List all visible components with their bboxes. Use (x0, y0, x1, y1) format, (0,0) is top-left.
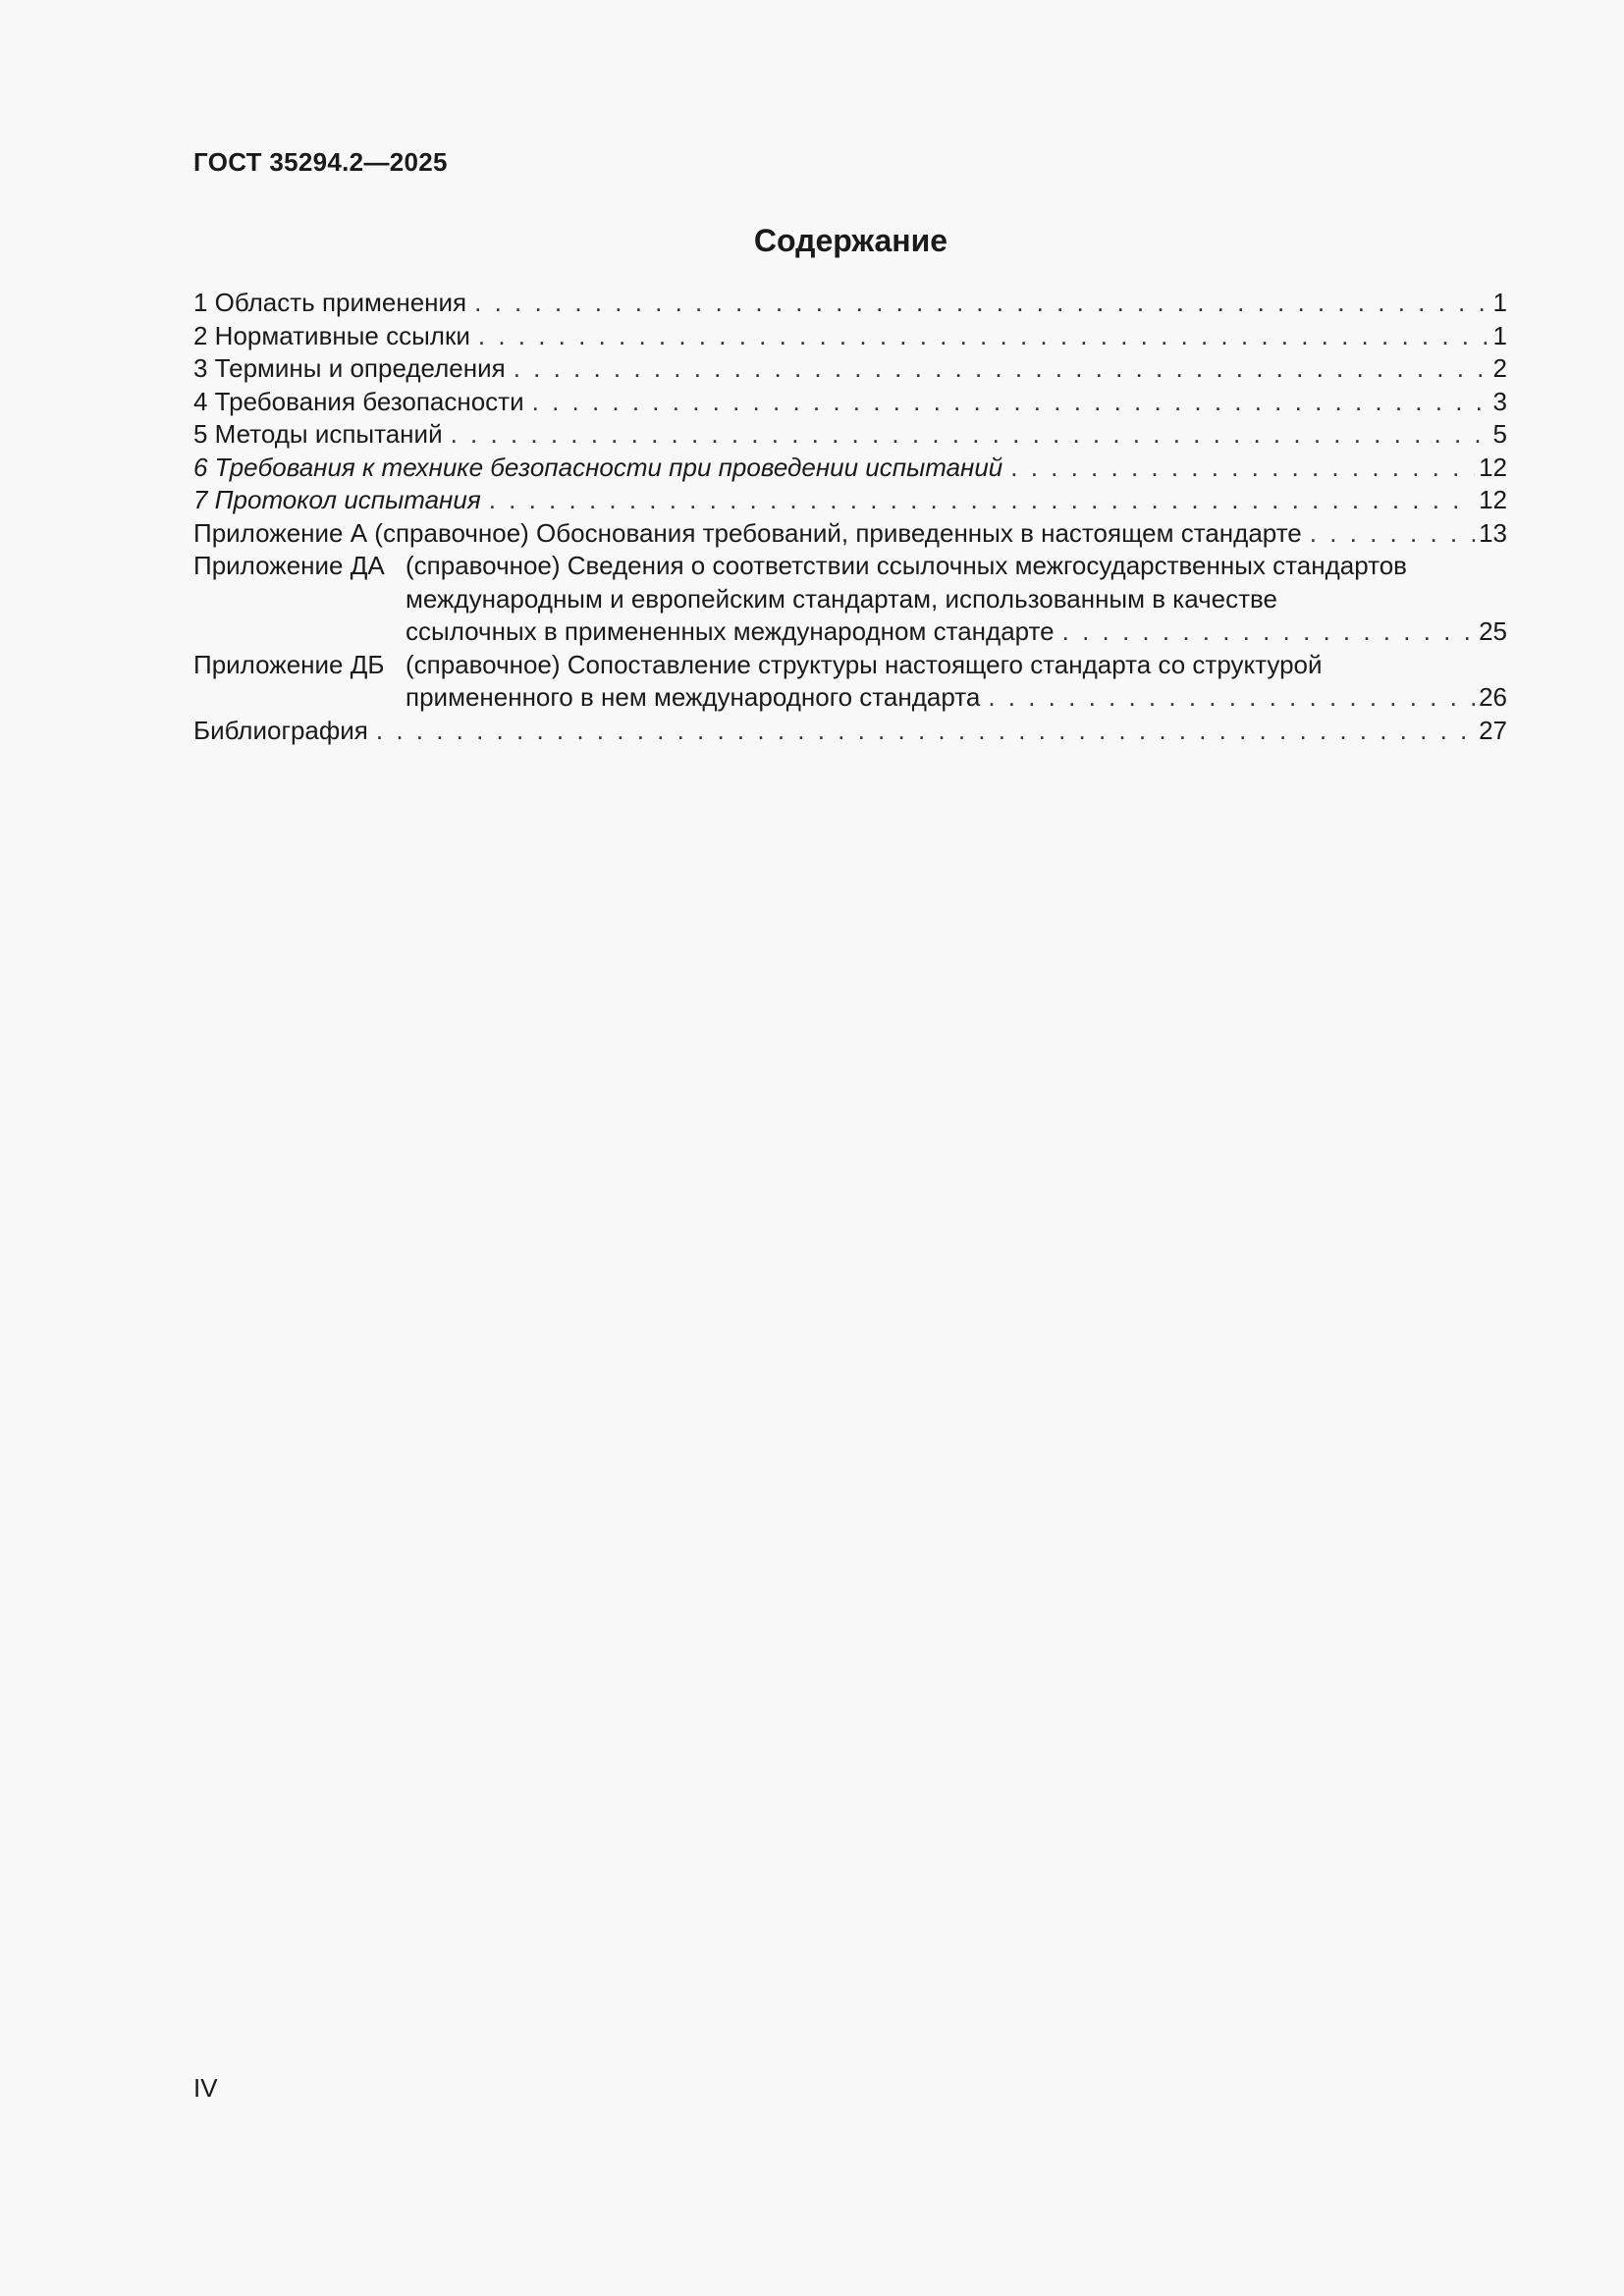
toc-entry-appendix-da[interactable] (193, 550, 1507, 649)
toc-leader-dots (514, 352, 1489, 386)
toc-entry-label: 6 Требования к технике безопасности при проведении испытаний (193, 452, 1003, 482)
toc-entry-page: 25 (1479, 616, 1507, 646)
appendix-da-line-3: ссылочных в примененных международном стандарте (406, 616, 1055, 646)
toc-entry-test-report[interactable] (193, 484, 1507, 517)
toc-entry-label: 1 Область применения (193, 288, 467, 317)
toc-entry-label: 5 Методы испытаний (193, 419, 443, 449)
appendix-db-line-1: (справочное) Сопоставление структуры настоящего стандарта со структурой (406, 649, 1323, 679)
toc-entry-page: 1 (1492, 288, 1507, 317)
toc-entry-test-safety[interactable] (193, 452, 1507, 485)
toc-leader-dots (474, 287, 1489, 320)
toc-entry-label: 4 Требования безопасности (193, 386, 524, 416)
toc-leader-dots (451, 418, 1489, 452)
toc-entry-label: Приложение А (справочное) Обоснования требований, приведенных в настоящем стандарте (193, 517, 1302, 548)
toc-entry-page: 1 (1492, 320, 1507, 350)
toc-leader-dots (532, 386, 1489, 419)
toc-leader-dots (376, 715, 1475, 748)
appendix-db-heading: Приложение ДБ (193, 649, 385, 679)
appendix-db-line-2: примененного в нем международного стандарта (406, 682, 981, 712)
toc-entry-test-methods[interactable] (193, 418, 1507, 452)
toc-entry-bibliography[interactable] (193, 715, 1507, 748)
toc-entry-page: 12 (1479, 485, 1507, 514)
toc-leader-dots (1310, 517, 1475, 551)
toc-entry-safety-requirements[interactable] (193, 386, 1507, 419)
toc-entry-page: 5 (1492, 419, 1507, 449)
page-number: IV (193, 2073, 218, 2103)
appendix-da-last-line (406, 615, 1507, 649)
toc-entry-label: Библиография (193, 715, 368, 745)
toc-leader-dots (489, 484, 1475, 517)
toc-leader-dots (478, 320, 1489, 353)
toc-entry-label: 7 Протокол испытания (193, 485, 481, 514)
appendix-da-line-1: (справочное) Сведения о соответствии ссылочных межгосударственных стандартов (406, 551, 1407, 580)
toc-leader-dots (988, 681, 1475, 715)
table-of-contents (193, 287, 1507, 747)
toc-entry-terms-definitions[interactable] (193, 352, 1507, 386)
toc-title: Содержание (753, 223, 948, 258)
toc-entry-normative-references[interactable] (193, 320, 1507, 353)
appendix-da-heading: Приложение ДА (193, 551, 385, 580)
toc-entry-page: 12 (1479, 452, 1507, 482)
toc-entry-appendix-a[interactable] (193, 517, 1507, 551)
toc-entry-label: 3 Термины и определения (193, 353, 506, 383)
toc-entry-scope[interactable] (193, 287, 1507, 320)
toc-leader-dots (1010, 452, 1475, 485)
toc-entry-label: 2 Нормативные ссылки (193, 320, 470, 350)
toc-entry-page: 3 (1492, 386, 1507, 416)
appendix-da-description (406, 550, 1507, 649)
toc-entry-page: 26 (1479, 682, 1507, 712)
appendix-db-last-line (406, 681, 1507, 715)
appendix-db-description (406, 649, 1507, 715)
standard-code-header: ГОСТ 35294.2—2025 (193, 147, 448, 177)
toc-entry-page: 13 (1479, 517, 1507, 548)
toc-entry-page: 2 (1492, 353, 1507, 383)
toc-entry-appendix-db[interactable] (193, 649, 1507, 715)
toc-leader-dots (1062, 615, 1475, 649)
toc-entry-page: 27 (1479, 715, 1507, 745)
appendix-da-line-2: международным и европейским стандартам, использованным в качестве (406, 583, 1277, 614)
